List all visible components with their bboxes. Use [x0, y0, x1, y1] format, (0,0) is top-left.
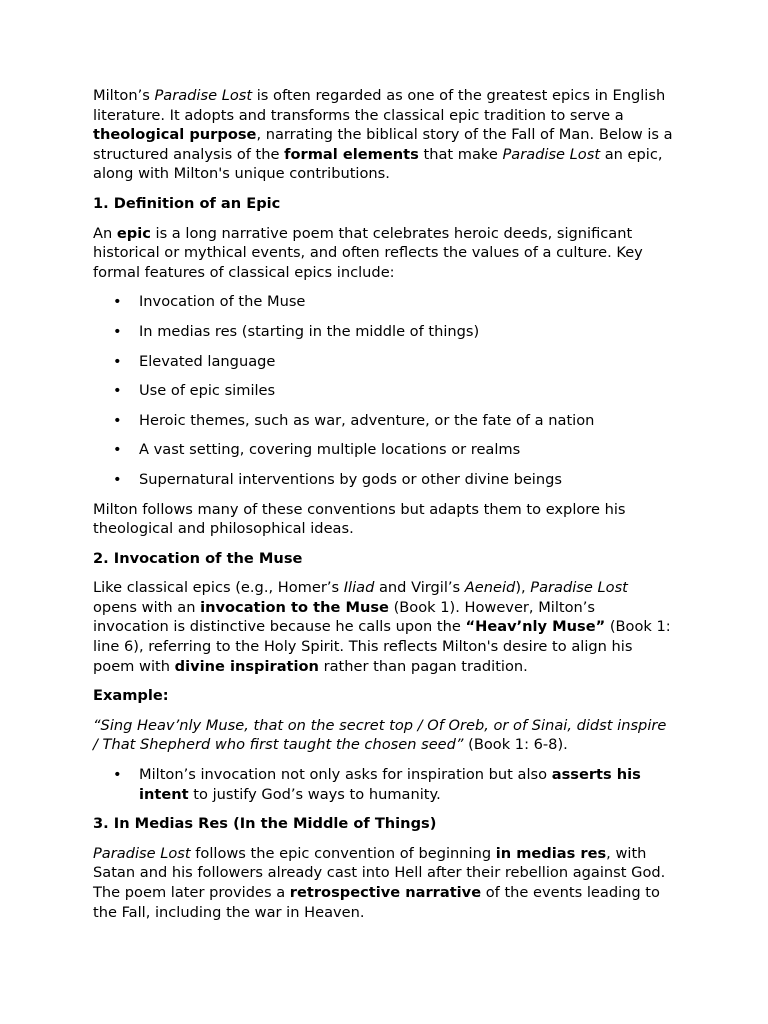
text-run: to justify God’s ways to humanity.	[188, 785, 441, 803]
list-item: • Supernatural interventions by gods or other divine beings	[93, 470, 675, 490]
intro-text: an epic, along with Milton's unique contributions.	[93, 145, 663, 183]
section-1-closing-paragraph: Milton follows many of these conventions but adapts them to explore his theological and philosophical ideas.	[93, 500, 626, 538]
epic-features-list	[93, 292, 675, 489]
list-item: • Use of epic similes	[93, 381, 675, 401]
bold-run: “Heav’nly Muse”	[465, 618, 606, 636]
intro-title-italic: Paradise Lost	[502, 145, 601, 163]
italic-run: Paradise Lost	[93, 844, 191, 862]
list-item: • In medias res (starting in the middle of things)	[93, 322, 675, 342]
intro-title-italic: Paradise Lost	[154, 87, 253, 104]
text-run: follows the epic convention of beginning	[190, 844, 496, 862]
example-label	[93, 686, 675, 706]
intro-bold: formal elements	[284, 145, 419, 163]
intro-paragraph	[93, 86, 675, 184]
italic-run: Aeneid	[464, 579, 516, 597]
text-run: (Book 1: line 6), referring to the Holy Spirit. This reflects Milton's desire to align his poem with	[93, 618, 671, 675]
list-item: • Elevated language	[93, 352, 675, 372]
text-run: Like classical epics (e.g., Homer’s	[93, 579, 344, 597]
bold-run: asserts his intent	[139, 766, 641, 803]
text-run: opens with an	[93, 598, 201, 616]
italic-run: Iliad	[343, 579, 375, 597]
bold-run: divine inspiration	[174, 657, 319, 675]
list-item: • Heroic themes, such as war, adventure, or the fate of a nation	[93, 411, 675, 431]
bold-run: in medias res	[495, 844, 607, 862]
text-run: is a long narrative poem that celebrates heroic deeds, significant historical or mythical events, and often reflects the values of a culture. Key formal features of classical epics include:	[93, 224, 643, 281]
intro-text: is often regarded as one of the greatest epics in English literature. It adopts and transforms the classical epic tradition to serve a	[93, 87, 666, 124]
invocation-notes-list	[93, 765, 675, 804]
quote-text: “Sing Heav’nly Muse, that on the secret top / Of Oreb, or of Sinai, didst inspire / That Shepherd who first taught the chosen seed”	[93, 716, 667, 754]
bold-run: invocation to the Muse	[200, 598, 389, 616]
intro-bold: theological purpose	[93, 126, 257, 144]
list-item: • Invocation of the Muse	[93, 292, 675, 312]
text-run: and Virgil’s	[374, 579, 465, 597]
text-run: ),	[515, 579, 531, 597]
text-run: An	[93, 224, 117, 242]
italic-run: Paradise Lost	[530, 579, 628, 597]
text-run: rather than pagan tradition.	[318, 657, 528, 675]
section-3-paragraph	[93, 844, 675, 922]
text-run: (Book 1). However, Milton’s invocation is distinctive because he calls upon the	[93, 598, 596, 636]
quote-reference: (Book 1: 6-8).	[463, 736, 568, 754]
example-label-text: Example:	[93, 687, 169, 705]
section-2-paragraph	[93, 578, 675, 676]
intro-text: Milton’s	[93, 87, 155, 104]
list-item: • A vast setting, covering multiple locations or realms	[93, 440, 675, 460]
text-run: , with Satan and his followers already cast into Hell after their rebellion against God. The poem later provides a	[93, 844, 666, 901]
bold-run: retrospective narrative	[289, 884, 482, 901]
intro-text: that make	[418, 145, 503, 163]
list-item	[93, 765, 675, 804]
section-1-heading: 1. Definition of an Epic	[93, 194, 281, 212]
section-2-heading: 2. Invocation of the Muse	[93, 549, 303, 567]
section-1-paragraph	[93, 224, 675, 283]
section-3-heading: 3. In Medias Res (In the Middle of Things)	[93, 815, 437, 833]
intro-text: , narrating the biblical story of the Fall of Man. Below is a structured analysis of the	[93, 126, 673, 163]
text-run: of the events leading to the Fall, including the war in Heaven.	[93, 884, 660, 921]
bold-run: epic	[116, 224, 151, 242]
example-quote	[93, 716, 675, 755]
text-run: Milton’s invocation not only asks for inspiration but also	[139, 766, 552, 784]
